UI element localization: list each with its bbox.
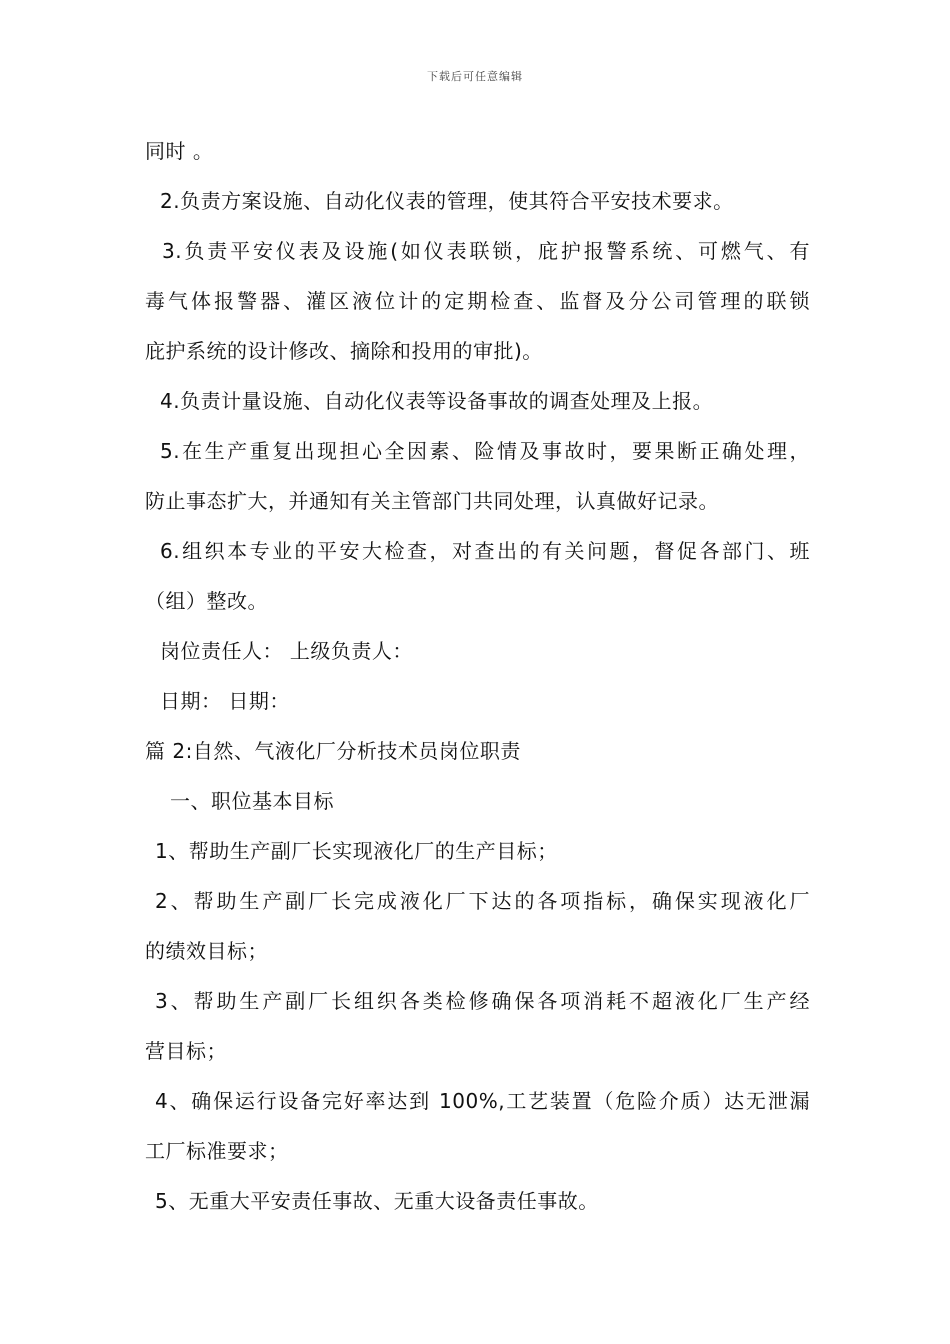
signature-line: 岗位责任人： 上级负责人： bbox=[160, 639, 413, 663]
list-item: 2、帮助生产副厂长完成液化厂下达的各项指标，确保实现液化厂 bbox=[155, 889, 810, 913]
paragraph-line: 庇护系统的设计修改、摘除和投用的审批)。 bbox=[145, 339, 543, 363]
paragraph-line: 5.在生产重复出现担心全因素、险情及事故时，要果断正确处理， bbox=[160, 439, 810, 463]
list-item-continuation: 的绩效目标； bbox=[145, 939, 268, 963]
list-item-continuation: 工厂标准要求； bbox=[145, 1139, 289, 1163]
paragraph-line: 防止事态扩大，并通知有关主管部门共同处理，认真做好记录。 bbox=[145, 489, 719, 513]
paragraph-line: 毒气体报警器、灌区液位计的定期检查、监督及分公司管理的联锁 bbox=[145, 289, 810, 313]
paragraph-line: （组）整改。 bbox=[145, 589, 268, 613]
paragraph-line: 4.负责计量设施、自动化仪表等设备事故的调查处理及上报。 bbox=[160, 389, 714, 413]
list-item: 3、帮助生产副厂长组织各类检修确保各项消耗不超液化厂生产经 bbox=[155, 989, 810, 1013]
list-item: 1、帮助生产副厂长实现液化厂的生产目标； bbox=[155, 839, 558, 863]
section-heading: 一、职位基本目标 bbox=[170, 789, 334, 813]
paragraph-line: 6.组织本专业的平安大检查，对查出的有关问题，督促各部门、班 bbox=[160, 539, 810, 563]
paragraph-line: 3.负责平安仪表及设施(如仪表联锁，庇护报警系统、可燃气、有 bbox=[162, 239, 810, 263]
date-line: 日期： 日期： bbox=[160, 689, 290, 713]
header-note: 下载后可任意编辑 bbox=[427, 70, 523, 83]
list-item-continuation: 营目标； bbox=[145, 1039, 227, 1063]
list-item: 4、确保运行设备完好率达到 100%,工艺装置（危险介质）达无泄漏 bbox=[155, 1089, 810, 1113]
document-body bbox=[145, 130, 810, 1230]
paragraph-line: 同时 。 bbox=[145, 139, 214, 163]
paragraph-line: 2.负责方案设施、自动化仪表的管理，使其符合平安技术要求。 bbox=[160, 189, 734, 213]
list-item: 5、无重大平安责任事故、无重大设备责任事故。 bbox=[155, 1189, 599, 1213]
section-title: 篇 2:自然、气液化厂分析技术员岗位职责 bbox=[145, 739, 521, 763]
